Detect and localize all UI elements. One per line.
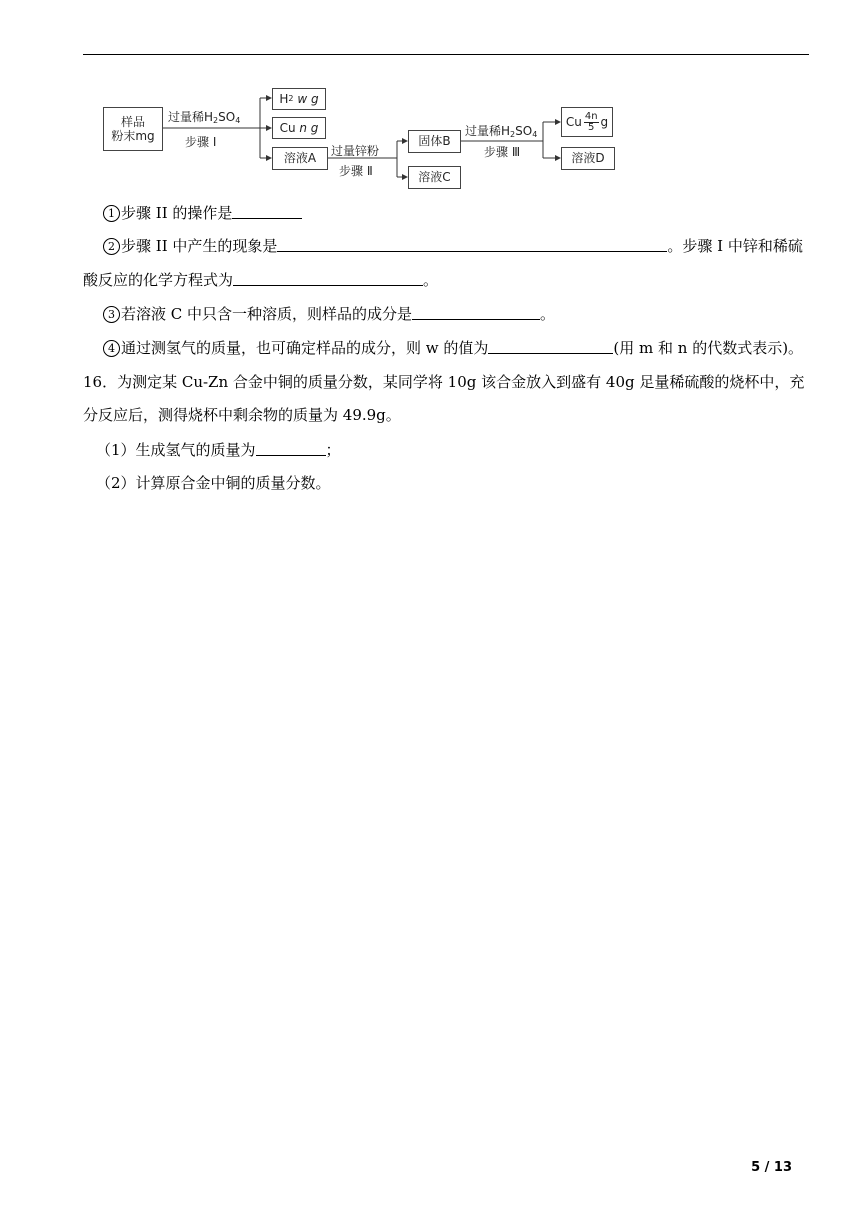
- answer-blank[interactable]: [233, 271, 423, 286]
- step3-reagent: 过量稀$H_2SO_4$: [465, 124, 538, 139]
- problem-16-line2: 分反应后，测得烧杯中剩余物的质量为 49.9g。: [83, 406, 401, 424]
- question-2-cont: 酸反应的化学方程式为 。: [83, 271, 439, 289]
- solution-c-box: 溶液C: [408, 166, 461, 189]
- question-4: 4 通过测氢气的质量，也可确定样品的成分，则 w 的值为 (用 m 和 n 的代数式表示)。: [103, 338, 803, 358]
- circled-number: 3: [103, 306, 120, 323]
- step1-reagent: 过量稀$H_2SO_4$: [168, 110, 241, 125]
- step1-label: 步骤 Ⅰ: [185, 135, 217, 149]
- answer-blank[interactable]: [256, 441, 326, 456]
- cu-box: Cu n g: [272, 117, 326, 139]
- problem-16-q2: （2）计算原合金中铜的质量分数。: [96, 474, 331, 492]
- problem-16-q1: （1）生成氢气的质量为 ；: [96, 441, 341, 459]
- sample-box: [103, 107, 163, 151]
- header-rule: [83, 54, 809, 55]
- question-1: 1 步骤 II 的操作是: [103, 203, 302, 223]
- page-number: 5 / 13: [751, 1160, 792, 1175]
- sample-label-2: 粉末mg: [111, 129, 155, 143]
- answer-blank[interactable]: [277, 237, 667, 252]
- process-flowchart: [95, 80, 625, 195]
- solution-d-box: 溶液D: [561, 147, 615, 170]
- step3-label: 步骤 Ⅲ: [484, 145, 521, 159]
- answer-blank[interactable]: [412, 305, 540, 320]
- answer-blank[interactable]: [488, 339, 613, 354]
- problem-16-line1: 16．为测定某 Cu-Zn 合金中铜的质量分数，某同学将 10g 该合金放入到盛有 40g 足量稀硫酸的烧杯中，充: [83, 373, 805, 391]
- step2-label: 步骤 Ⅱ: [339, 164, 373, 178]
- question-2: 2 步骤 II 中产生的现象是 。步骤 I 中锌和稀硫: [103, 236, 803, 256]
- solid-b-box: 固体B: [408, 130, 461, 153]
- answer-blank[interactable]: [232, 204, 302, 219]
- question-3: 3 若溶液 C 中只含一种溶质，则样品的成分是 。: [103, 304, 555, 324]
- circled-number: 2: [103, 238, 120, 255]
- circled-number: 1: [103, 205, 120, 222]
- cu-fraction: $\frac{4n}{5}$: [584, 110, 598, 133]
- step2-reagent: 过量锌粉: [331, 144, 380, 158]
- cu-output-box: Cu $\frac{4n}{5}$ g: [561, 107, 613, 137]
- h2-box: H 2 w g: [272, 88, 326, 110]
- solution-a-box: 溶液A: [272, 147, 328, 170]
- sample-label-1: 样品: [120, 114, 145, 129]
- circled-number: 4: [103, 340, 120, 357]
